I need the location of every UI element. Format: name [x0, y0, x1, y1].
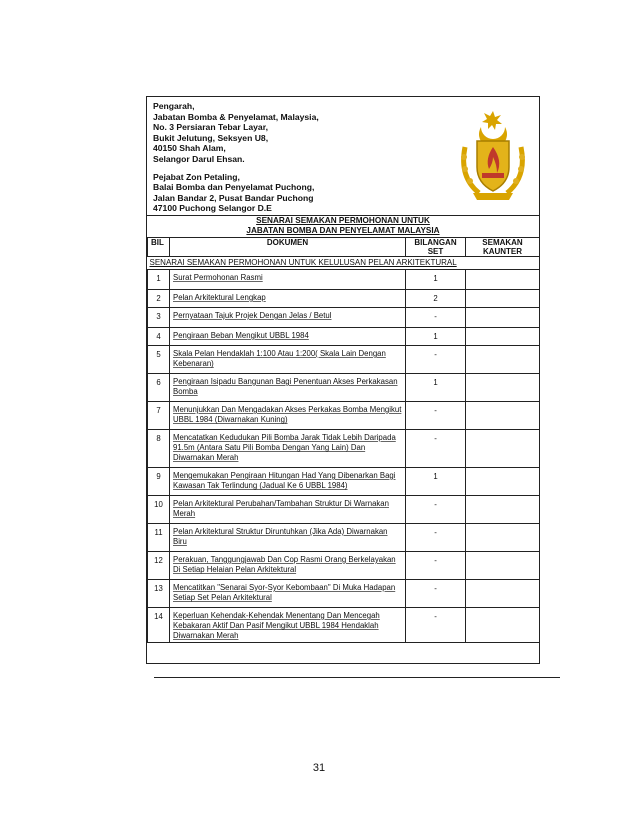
row-set-count: - [406, 524, 466, 552]
row-document-text: Skala Pelan Hendaklah 1:100 Atau 1:200( Skala Lain Dengan Kebenaran) [173, 349, 386, 369]
row-number: 13 [148, 580, 170, 608]
row-counter-check[interactable] [466, 374, 540, 402]
row-set-count: - [406, 346, 466, 374]
address-line: Selangor Darul Ehsan. [153, 153, 245, 164]
row-counter-check[interactable] [466, 608, 540, 643]
row-counter-check[interactable] [466, 402, 540, 430]
row-set-count: - [406, 496, 466, 524]
row-document-text: Pelan Arkitektural Perubahan/Tambahan Struktur Di Warnakan Merah [173, 499, 389, 519]
page-number: 31 [312, 762, 326, 774]
table-row [148, 402, 540, 430]
footer-rule [154, 677, 560, 678]
address-line: Pengarah, [153, 101, 195, 111]
table-header-row [148, 238, 540, 257]
row-number: 3 [148, 308, 170, 328]
row-set-count: - [406, 430, 466, 468]
address-line: 40150 Shah Alam, [153, 143, 226, 154]
row-set-count: 1 [406, 468, 466, 496]
address-line: Jabatan Bomba & Penyelamat, Malaysia, [153, 111, 319, 122]
row-counter-check[interactable] [466, 270, 540, 290]
table-row [148, 552, 540, 580]
row-counter-check[interactable] [466, 346, 540, 374]
row-counter-check[interactable] [466, 308, 540, 328]
row-set-count: - [406, 402, 466, 430]
row-set-count: 1 [406, 270, 466, 290]
row-counter-check[interactable] [466, 290, 540, 308]
header-dokumen: DOKUMEN [170, 238, 406, 257]
row-document [170, 430, 406, 468]
row-document-text: Pengiraan Isipadu Bangunan Bagi Penentuan Akses Perkakasan Bomba [173, 377, 398, 397]
checklist-table [147, 237, 540, 643]
row-counter-check[interactable] [466, 580, 540, 608]
row-document [170, 308, 406, 328]
form-title: SENARAI SEMAKAN PERMOHONAN UNTUK JABATAN BOMBA DAN PENYELAMAT MALAYSIA [147, 215, 539, 238]
row-document [170, 402, 406, 430]
row-counter-check[interactable] [466, 524, 540, 552]
address-line: No. 3 Persiaran Tebar Layar, [153, 122, 268, 133]
row-document [170, 328, 406, 346]
row-document [170, 374, 406, 402]
row-document-text: Mencatitkan "Senarai Syor-Syor Kebombaan" Di Muka Hadapan Setiap Set Pelan Arkitektural [173, 583, 396, 603]
header-semakan-kaunter: SEMAKAN KAUNTER [466, 238, 540, 257]
table-row [148, 374, 540, 402]
table-row [148, 608, 540, 643]
row-number: 1 [148, 270, 170, 290]
checklist-form [146, 96, 540, 664]
row-document [170, 608, 406, 643]
row-number: 5 [148, 346, 170, 374]
row-set-count: - [406, 608, 466, 643]
table-row [148, 430, 540, 468]
row-document-text: Pengiraan Beban Mengikut UBBL 1984 [173, 331, 309, 340]
row-document-text: Mengemukakan Pengiraan Hitungan Had Yang Dibenarkan Bagi Kawasan Tak Terlindung (Jadual Ke 6 UBBL 1984) [173, 471, 396, 491]
row-set-count: - [406, 552, 466, 580]
row-document-text: Pelan Arkitektural Lengkap [173, 293, 266, 302]
row-set-count: - [406, 308, 466, 328]
office-line: 47100 Puchong Selangor D.E [153, 203, 272, 214]
fire-department-crest-icon [455, 107, 531, 203]
row-document-text: Pernyataan Tajuk Projek Dengan Jelas / Betul [173, 311, 332, 320]
row-document-text: Menunjukkan Dan Mengadakan Akses Perkakas Bomba Mengikut UBBL 1984 (Diwarnakan Kuning) [173, 405, 402, 425]
office-line: Pejabat Zon Petaling, [153, 171, 240, 182]
row-document-text: Keperluan Kehendak-Kehendak Menentang Dan Mencegah Kebakaran Aktif Dan Pasif Mengikut UBBL 1984 Hendaklah Diwarnakan Merah [173, 611, 380, 641]
section-row [148, 257, 540, 270]
row-counter-check[interactable] [466, 496, 540, 524]
table-row [148, 524, 540, 552]
table-row [148, 308, 540, 328]
table-row [148, 468, 540, 496]
row-set-count: 1 [406, 328, 466, 346]
row-document [170, 524, 406, 552]
row-number: 4 [148, 328, 170, 346]
row-document [170, 552, 406, 580]
row-number: 6 [148, 374, 170, 402]
table-row [148, 270, 540, 290]
table-row [148, 346, 540, 374]
row-document-text: Surat Permohonan Rasmi [173, 273, 263, 282]
row-counter-check[interactable] [466, 468, 540, 496]
row-counter-check[interactable] [466, 328, 540, 346]
address-block [153, 101, 453, 214]
row-number: 14 [148, 608, 170, 643]
row-document [170, 346, 406, 374]
row-number: 9 [148, 468, 170, 496]
table-row [148, 328, 540, 346]
row-number: 11 [148, 524, 170, 552]
row-document-text: Mencatatkan Kedudukan Pili Bomba Jarak Tidak Lebih Daripada 91.5m (Antara Satu Pili Bomba Dengan Yang Lain) Dan Diwarnakan Merah [173, 433, 396, 463]
row-set-count: 2 [406, 290, 466, 308]
row-document-text: Perakuan, Tanggungjawab Dan Cop Rasmi Orang Berkelayakan Di Setiap Helaian Pelan Arkitektural [173, 555, 396, 575]
row-number: 8 [148, 430, 170, 468]
office-line: Jalan Bandar 2, Pusat Bandar Puchong [153, 192, 314, 203]
row-counter-check[interactable] [466, 430, 540, 468]
row-set-count: - [406, 580, 466, 608]
row-document [170, 270, 406, 290]
row-counter-check[interactable] [466, 552, 540, 580]
row-document [170, 496, 406, 524]
address-line: Bukit Jelutung, Seksyen U8, [153, 132, 269, 143]
row-document-text: Pelan Arkitektural Struktur Diruntuhkan (Jika Ada) Diwarnakan Biru [173, 527, 388, 547]
row-document [170, 290, 406, 308]
header-bil: BIL [148, 238, 170, 257]
section-title: SENARAI SEMAKAN PERMOHONAN UNTUK KELULUSAN PELAN ARKITEKTURAL [149, 258, 457, 267]
row-number: 2 [148, 290, 170, 308]
row-document [170, 468, 406, 496]
office-line: Balai Bomba dan Penyelamat Puchong, [153, 182, 315, 193]
table-row [148, 580, 540, 608]
row-document [170, 580, 406, 608]
table-row [148, 496, 540, 524]
header-bilangan-set: BILANGAN SET [406, 238, 466, 257]
row-number: 7 [148, 402, 170, 430]
row-set-count: 1 [406, 374, 466, 402]
row-number: 10 [148, 496, 170, 524]
row-number: 12 [148, 552, 170, 580]
table-row [148, 290, 540, 308]
